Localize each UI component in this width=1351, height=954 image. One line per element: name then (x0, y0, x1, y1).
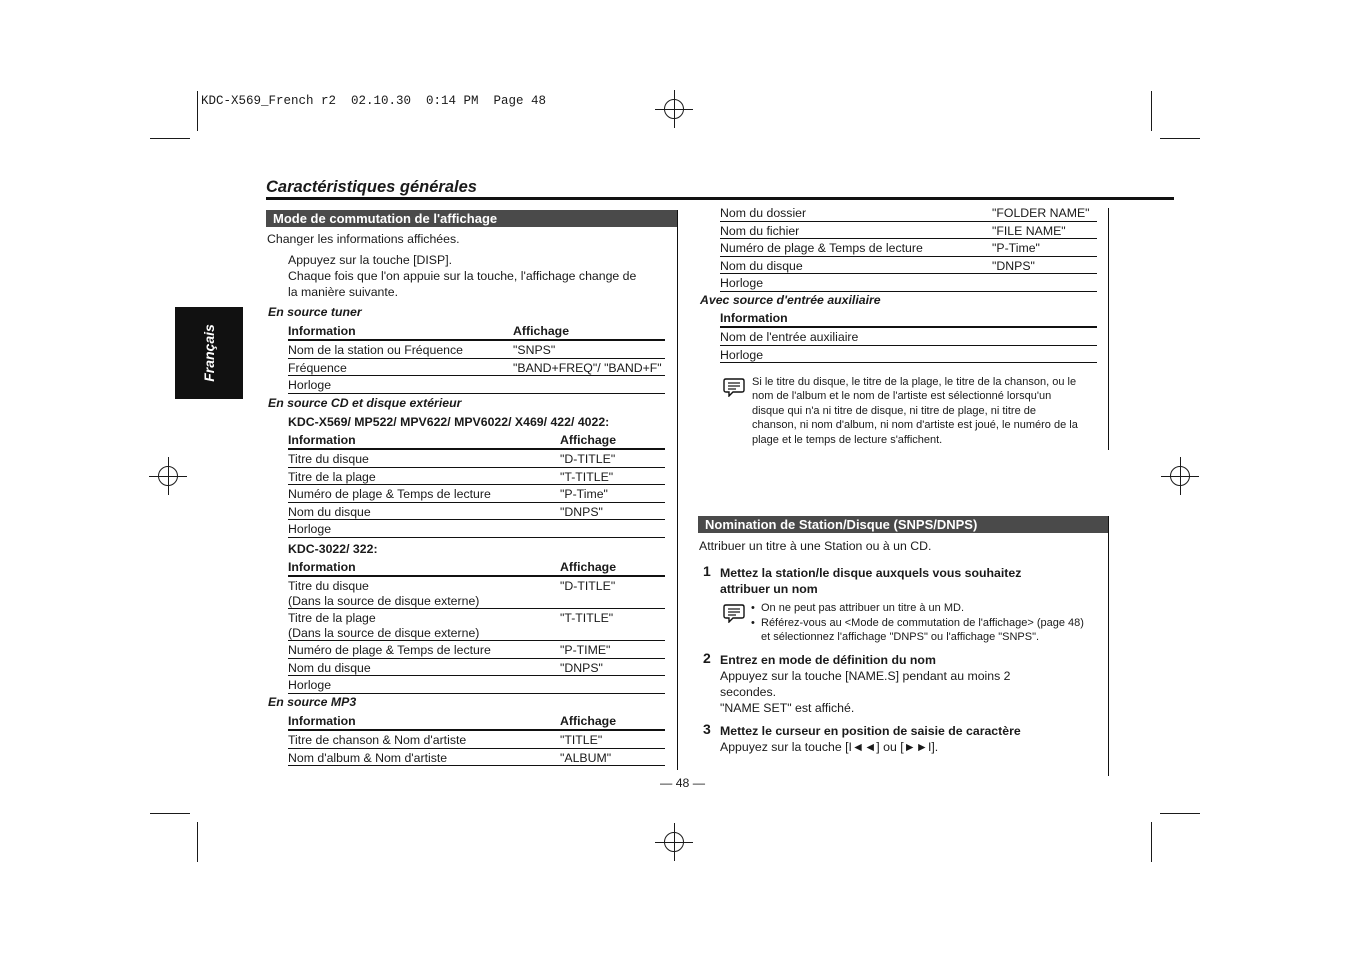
note-line: Si le titre du disque, le titre de la plage, le titre de la chanson, ou le (752, 376, 1077, 388)
column-rule-left (677, 210, 678, 770)
table-row: Numéro de plage & Temps de lecture "P-Time" (288, 485, 665, 503)
step-number: 1 (703, 563, 711, 579)
col-affichage: Affichage (560, 432, 665, 449)
table-row: Nom du disque "DNPS" (720, 256, 1097, 274)
page-title: Caractéristiques générales (266, 178, 477, 196)
cd-models-a: KDC-X569/ MP522/ MPV622/ MPV6022/ X469/ 422/ 4022: (288, 415, 610, 429)
cd-heading: En source CD et disque extérieur (268, 396, 462, 410)
col-affichage: Affichage (513, 323, 665, 340)
step1-notes (751, 601, 1084, 645)
step2-text-3: "NAME SET" est affiché. (720, 701, 855, 715)
table-row: Horloge (288, 376, 665, 394)
note-line: nom de l'album et le nom de l'artiste est sélectionné lorsqu'un (752, 390, 1052, 402)
mp3-table-continued (720, 204, 1097, 292)
table-row: Nom du fichier "FILE NAME" (720, 221, 1097, 239)
step2-text-2: secondes. (720, 685, 777, 699)
registration-mark-bottom (655, 823, 693, 861)
table-row: Horloge (288, 676, 665, 694)
list-item: • Référez-vous au <Mode de commutation de l'affichage> (page 48) et sélectionnez l'affichage "DNPS" ou l'affichage "SNPS". (751, 616, 1084, 645)
note-line: plage et le temps de lecture s'affichent. (752, 434, 943, 446)
step2-text: Appuyez sur la touche [NAME.S] pendant au moins 2 (720, 669, 1011, 683)
col-information: Information (288, 432, 560, 449)
registration-mark-right (1161, 457, 1199, 495)
cd-table-a (288, 432, 665, 538)
press-description-2: la manière suivante. (288, 285, 399, 299)
step-number: 3 (703, 721, 711, 737)
note-line: chanson, ni nom d'album, ni nom d'artiste est joué, le numéro de la (752, 419, 1078, 431)
table-row: Titre de la plage "T-TITLE" (288, 467, 665, 485)
table-row: Nom de l'entrée auxiliaire (720, 327, 1097, 345)
title-rule (266, 197, 1174, 200)
col-affichage: Affichage (560, 713, 665, 730)
press-description: Chaque fois que l'on appuie sur la touche, l'affichage change de (288, 269, 637, 283)
table-row: Titre du disque "D-TITLE" (288, 449, 665, 467)
mp3-table (288, 713, 665, 766)
col-affichage: Affichage (560, 559, 665, 576)
note-icon (723, 603, 745, 623)
press-instruction: Appuyez sur la touche [DISP]. (288, 253, 453, 267)
step3-text: Appuyez sur la touche [I◄◄] ou [►►I]. (720, 740, 939, 754)
mp3-heading: En source MP3 (268, 695, 357, 709)
table-row: Nom du disque "DNPS" (288, 502, 665, 520)
table-row: Numéro de plage & Temps de lecture "P-TIME" (288, 641, 665, 659)
table-row: Fréquence "BAND+FREQ"/ "BAND+F" (288, 358, 665, 376)
table-row: Numéro de plage & Temps de lecture "P-Time" (720, 239, 1097, 257)
column-rule-right-bottom (1108, 516, 1109, 776)
table-row: Nom de la station ou Fréquence "SNPS" (288, 340, 665, 358)
step1-title-2: attribuer un nom (720, 582, 818, 596)
table-row: Titre du disque (Dans la source de disque externe) "D-TITLE" (288, 576, 665, 609)
table-row: Horloge (288, 520, 665, 538)
col-information: Information (288, 713, 560, 730)
table-row: Nom d'album & Nom d'artiste "ALBUM" (288, 748, 665, 766)
note-line: disque qui n'a ni titre de disque, ni titre de plage, ni titre de (752, 405, 1037, 417)
registration-mark-top (655, 90, 693, 128)
step3-title: Mettez le curseur en position de saisie de caractère (720, 724, 1021, 738)
snps-intro: Attribuer un titre à une Station ou à un CD. (699, 539, 932, 553)
cd-table-b (288, 559, 665, 694)
table-row: Nom du disque "DNPS" (288, 658, 665, 676)
step1-title: Mettez la station/le disque auxquels vous souhaitez (720, 566, 1022, 580)
page-number: — 48 — (660, 776, 706, 790)
language-tab (175, 307, 243, 399)
aux-table (720, 310, 1097, 363)
list-item: • On ne peut pas attribuer un titre à un MD. (751, 601, 1084, 616)
table-row: Nom du dossier "FOLDER NAME" (720, 204, 1097, 221)
language-tab-label: Français (201, 324, 217, 382)
section-header-display-mode: Mode de commutation de l'affichage (266, 210, 678, 227)
aux-heading: Avec source d'entrée auxiliaire (700, 293, 881, 307)
table-row: Horloge (720, 345, 1097, 363)
column-rule-right-top (1108, 208, 1109, 450)
table-row: Titre de chanson & Nom d'artiste "TITLE" (288, 730, 665, 748)
tuner-heading: En source tuner (268, 305, 362, 319)
tuner-table (288, 323, 665, 394)
step-number: 2 (703, 650, 711, 666)
intro-text: Changer les informations affichées. (267, 232, 460, 246)
cd-models-b: KDC-3022/ 322: (288, 542, 378, 556)
table-row: Titre de la plage (Dans la source de disque externe) "T-TITLE" (288, 609, 665, 641)
print-slug: KDC-X569_French r2 02.10.30 0:14 PM Page 48 (201, 94, 547, 108)
step2-title: Entrez en mode de définition du nom (720, 653, 936, 667)
col-information: Information (288, 323, 513, 340)
table-row: Horloge (720, 274, 1097, 292)
section-header-snps-dnps: Nomination de Station/Disque (SNPS/DNPS) (698, 516, 1109, 533)
registration-mark-left (149, 457, 187, 495)
note-icon (723, 377, 745, 397)
col-information: Information (720, 310, 1097, 327)
col-information: Information (288, 559, 560, 576)
